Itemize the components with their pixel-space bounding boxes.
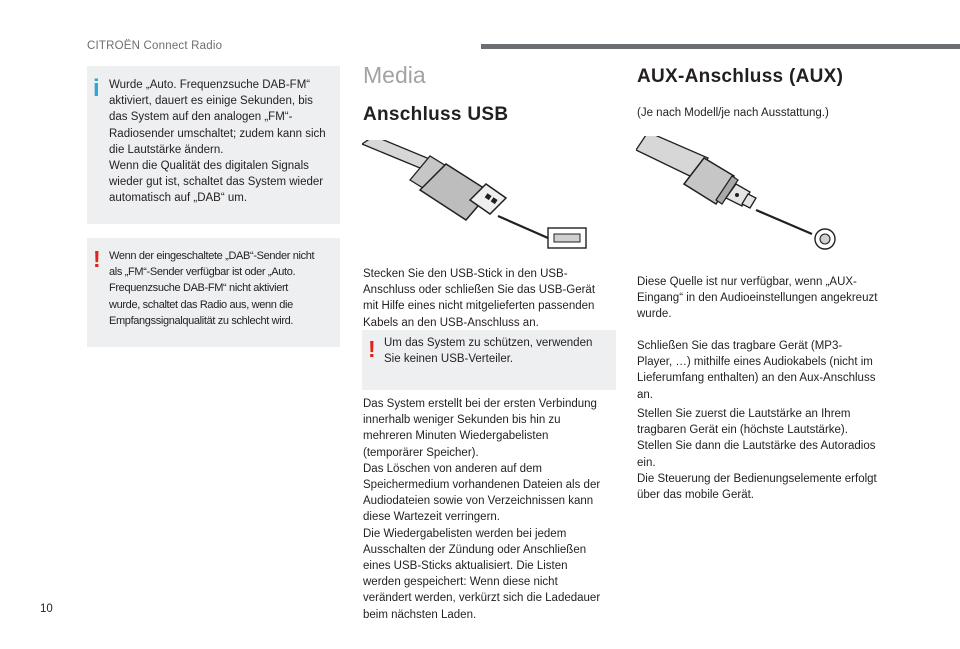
info-icon: i	[93, 75, 100, 102]
usb-warning-text	[384, 335, 614, 367]
aux-jack-icon	[636, 136, 846, 252]
text-line: Eingang“ in den Audioeinstellungen angekreuzt	[637, 292, 878, 305]
text-line: Stellen Sie zuerst die Lautstärke an Ihrem	[637, 408, 851, 420]
text-line: Stellen Sie dann die Lautstärke des Autoradios	[637, 440, 876, 453]
info-box	[87, 66, 340, 224]
text-line: Speichermedium vorhandenen Dateien als der	[363, 479, 601, 492]
page-number: 10	[40, 603, 53, 615]
aux-heading: AUX-Anschluss (AUX)	[637, 66, 844, 87]
section-title: Media	[363, 62, 426, 88]
text-line: Kabels an den USB-Anschluss an.	[363, 316, 539, 329]
text-line: an.	[637, 388, 653, 401]
text-line: die Lautstärke ändern.	[109, 143, 224, 156]
warning-box	[87, 238, 340, 347]
usb-warning-box	[362, 330, 616, 390]
text-line: Wenn der eingeschaltete „DAB“-Sender nicht	[109, 250, 315, 262]
text-line: als „FM“-Sender verfügbar ist oder „Auto.	[109, 266, 296, 279]
text-line: wieder gut ist, schaltet das System wieder	[109, 176, 324, 189]
text-line: beim nächsten Laden.	[363, 608, 477, 621]
text-line: Das Löschen von anderen auf dem	[363, 462, 543, 475]
text-line: über das mobile Gerät.	[637, 489, 754, 502]
warning-box-text	[109, 248, 340, 329]
text-line: Frequenzsuche DAB-FM“ nicht aktiviert	[109, 282, 289, 295]
text-line: Player, …) mithilfe eines Audiokabels (nicht im	[637, 356, 873, 369]
text-line: Schließen Sie das tragbare Gerät (MP3-	[637, 340, 843, 352]
running-header: CITROËN Connect Radio	[87, 40, 223, 52]
text-line: Um das System zu schützen, verwenden	[384, 337, 593, 349]
usb-heading: Anschluss USB	[363, 104, 509, 125]
text-line: Wenn die Qualität des digitalen Signals	[109, 160, 309, 173]
text-line: ein.	[637, 456, 656, 469]
text-line: automatisch auf „DAB“ um.	[109, 192, 248, 205]
text-line: eines USB-Sticks aktualisiert. Die Listen	[363, 560, 568, 573]
text-line: Diese Quelle ist nur verfügbar, wenn „AUX-	[637, 276, 857, 288]
text-line: Das System erstellt bei der ersten Verbindung	[363, 398, 597, 410]
text-line: Audiodateien sowie von Verzeichnissen kann	[363, 495, 594, 508]
usb-body-paragraph	[363, 396, 615, 623]
aux-availability-note: (Je nach Modell/je nach Ausstattung.)	[637, 107, 829, 119]
header-rule	[481, 44, 960, 49]
aux-paragraph-3	[637, 406, 895, 503]
text-line: innerhalb weniger Sekunden bis hin zu	[363, 414, 561, 427]
warning-icon: !	[93, 246, 101, 272]
text-line: mit Hilfe eines nicht mitgelieferten passenden	[363, 300, 595, 313]
aux-paragraph-2	[637, 338, 895, 403]
warning-icon: !	[368, 336, 376, 362]
text-line: Empfangssignalqualität zu schlecht wird.	[109, 314, 294, 327]
text-line: Sie keinen USB-Verteiler.	[384, 353, 514, 366]
text-line: Die Steuerung der Bedienungselemente erfolgt	[637, 472, 877, 485]
text-line: (temporärer Speicher).	[363, 446, 479, 459]
text-line: wurde.	[637, 308, 672, 321]
text-line: werden gespeichert: Wenn diese nicht	[363, 576, 558, 589]
text-line: Anschluss oder schließen Sie das USB-Gerät	[363, 284, 596, 297]
text-line: mehreren Minuten Wiedergabelisten	[363, 430, 549, 443]
text-line: Ausschalten der Zündung oder Anschließen	[363, 543, 587, 556]
text-line: das System auf den analogen „FM“-	[109, 111, 293, 124]
text-line: Radiosender umschaltet; zudem kann sich	[109, 127, 326, 140]
usb-intro-paragraph	[363, 266, 613, 331]
text-line: wurde, schaltet das Radio aus, wenn die	[109, 298, 293, 311]
text-line: Wurde „Auto. Frequenzsuche DAB-FM“	[109, 79, 311, 91]
text-line: verändert werden, verkürzt sich die Ladedauer	[363, 592, 601, 605]
text-line: diese Wartezeit verringern.	[363, 511, 500, 524]
text-line: Die Wiedergabelisten werden bei jedem	[363, 527, 567, 540]
text-line: Stecken Sie den USB-Stick in den USB-	[363, 268, 568, 280]
aux-paragraph-1	[637, 274, 895, 323]
info-box-text	[109, 77, 339, 207]
text-line: Lieferumfang enthalten) an den Aux-Anschluss	[637, 372, 876, 385]
text-line: tragbaren Gerät ein (höchste Lautstärke).	[637, 424, 848, 437]
text-line: aktiviert, dauert es einige Sekunden, bis	[109, 95, 313, 108]
usb-connector-icon	[362, 140, 592, 250]
